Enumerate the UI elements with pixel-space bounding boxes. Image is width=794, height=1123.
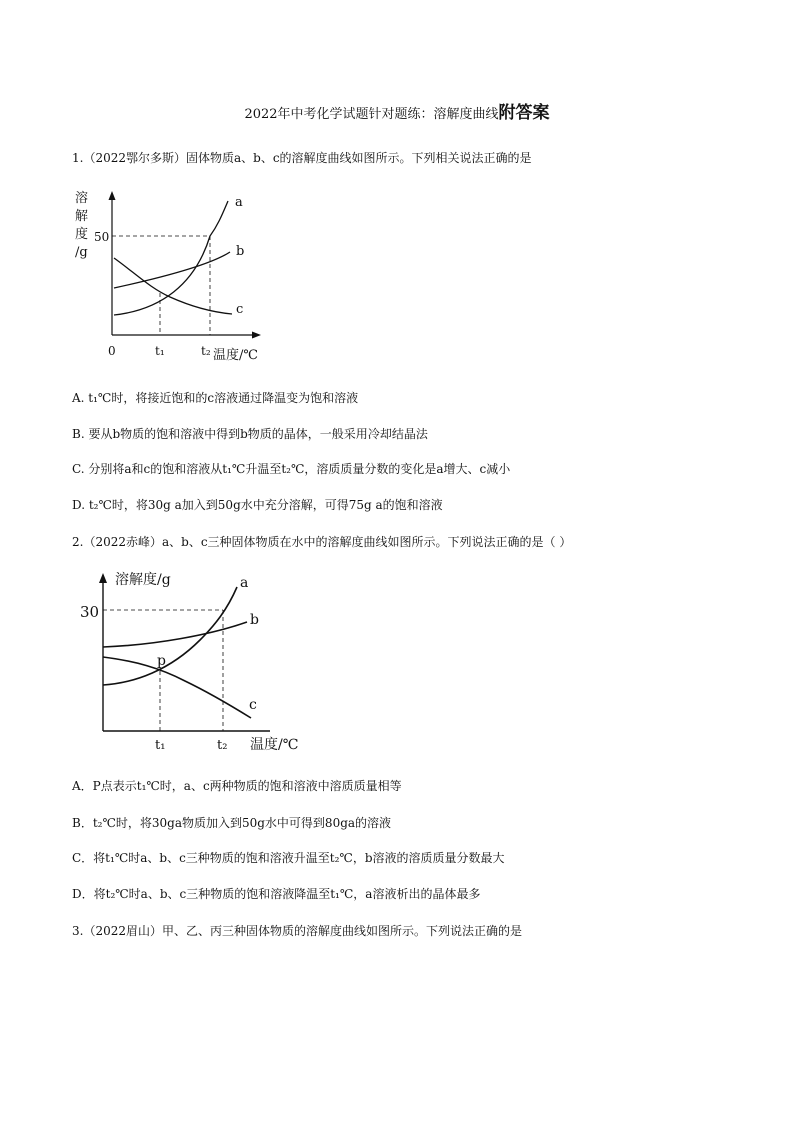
q2-curve-a bbox=[103, 587, 237, 685]
q2-xtick-t2: t₂ bbox=[217, 738, 228, 753]
q1-option-a: A. t₁℃时，将接近饱和的c溶液通过降温变为饱和溶液 bbox=[72, 391, 359, 405]
q1-curve-b bbox=[114, 252, 230, 288]
q1-ytick-50: 50 bbox=[94, 230, 110, 244]
q1-option-d: D. t₂℃时，将30g a加入到50g水中充分溶解，可得75g a的饱和溶液 bbox=[72, 498, 443, 512]
q2-option-a: A．P点表示t₁℃时，a、c两种物质的饱和溶液中溶质质量相等 bbox=[72, 779, 402, 793]
q2-option-b: B．t₂℃时，将30ga物质加入到50g水中可得到80ga的溶液 bbox=[72, 816, 392, 830]
title-main: 2022年中考化学试题针对题练：溶解度曲线 bbox=[244, 107, 499, 122]
q1-xtick-t1: t₁ bbox=[155, 344, 165, 358]
q1-ylabel-3: 度 bbox=[75, 227, 89, 242]
q1-curve-c bbox=[114, 258, 232, 314]
q2-option-d: D．将t₂℃时a、b、c三种物质的饱和溶液降温至t₁℃，a溶液析出的晶体最多 bbox=[72, 887, 481, 901]
q2-ylabel: 溶解度/g bbox=[115, 572, 171, 588]
q2-stem: 2.（2022赤峰）a、b、c三种固体物质在水中的溶解度曲线如图所示。下列说法正确的是（ ） bbox=[72, 535, 572, 549]
q1-solubility-chart bbox=[70, 185, 280, 370]
q1-y-arrow bbox=[109, 191, 116, 200]
q2-label-a: a bbox=[240, 575, 249, 591]
q2-label-c: c bbox=[249, 697, 257, 713]
q2-curve-b bbox=[103, 622, 247, 647]
title-emphasis: 附答案 bbox=[498, 103, 550, 123]
q1-ylabel-4: /g bbox=[75, 245, 88, 260]
q1-ylabel-1: 溶 bbox=[75, 191, 89, 206]
q3-stem: 3.（2022眉山）甲、乙、丙三种固体物质的溶解度曲线如图所示。下列说法正确的是 bbox=[72, 924, 522, 938]
q2-y-arrow bbox=[99, 573, 107, 583]
q1-option-b: B. 要从b物质的饱和溶液中得到b物质的晶体，一般采用冷却结晶法 bbox=[72, 427, 428, 441]
q1-ylabel-2: 解 bbox=[75, 209, 89, 224]
q2-point-p: p bbox=[157, 653, 166, 669]
q2-option-c: C．将t₁℃时a、b、c三种物质的饱和溶液升温至t₂℃，b溶液的溶质质量分数最大 bbox=[72, 851, 505, 865]
page-title bbox=[0, 98, 794, 123]
q2-xlabel: 温度/℃ bbox=[250, 737, 299, 753]
q1-label-a: a bbox=[235, 195, 243, 210]
q1-x-arrow bbox=[252, 332, 261, 339]
q1-label-b: b bbox=[236, 244, 245, 259]
q2-curve-c bbox=[103, 657, 251, 718]
q2-solubility-chart bbox=[75, 565, 310, 755]
q1-label-c: c bbox=[236, 302, 244, 317]
q2-ytick-30: 30 bbox=[80, 603, 100, 621]
q2-label-b: b bbox=[250, 612, 259, 628]
q1-xtick-t2: t₂ bbox=[201, 344, 211, 358]
q1-xlabel: 温度/℃ bbox=[213, 348, 258, 363]
q1-stem: 1.（2022鄂尔多斯）固体物质a、b、c的溶解度曲线如图所示。下列相关说法正确的是 bbox=[72, 151, 532, 165]
q1-origin: 0 bbox=[108, 344, 116, 358]
q1-option-c: C. 分别将a和c的饱和溶液从t₁℃升温至t₂℃，溶质质量分数的变化是a增大、c减小 bbox=[72, 462, 511, 476]
q2-xtick-t1: t₁ bbox=[155, 738, 166, 753]
